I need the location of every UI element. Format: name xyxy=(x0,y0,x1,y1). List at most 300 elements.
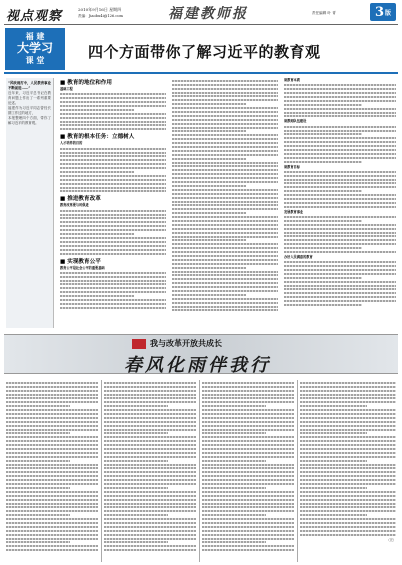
text-line xyxy=(104,382,196,384)
text-line xyxy=(172,169,278,171)
text-line xyxy=(202,440,294,442)
text-line xyxy=(60,283,166,285)
text-line xyxy=(172,201,278,203)
text-line xyxy=(202,534,294,536)
text-line xyxy=(104,429,196,431)
text-line xyxy=(104,491,196,493)
text-line xyxy=(300,386,396,388)
text-line xyxy=(172,80,278,82)
text-line xyxy=(300,409,396,411)
text-line xyxy=(202,495,294,497)
text-line xyxy=(284,179,396,181)
text-line xyxy=(284,175,396,177)
text-line xyxy=(104,413,196,415)
text-line xyxy=(60,229,166,231)
article-column-3 xyxy=(284,78,396,328)
text-line xyxy=(60,225,166,227)
text-line xyxy=(284,104,362,106)
text-line xyxy=(6,471,98,473)
text-line xyxy=(6,448,98,450)
text-line xyxy=(60,299,166,301)
text-line xyxy=(6,518,98,520)
text-line xyxy=(104,436,196,438)
text-line xyxy=(6,401,98,403)
text-line xyxy=(104,425,196,427)
text-line xyxy=(202,503,294,505)
intro-line-2: 近年来，习近平总书记在教育问题上作出了一系列重要论述。 xyxy=(8,91,51,105)
text-line xyxy=(300,460,367,462)
text-line xyxy=(300,483,396,485)
text-line xyxy=(300,440,396,442)
text-line xyxy=(172,232,278,234)
text-line xyxy=(284,112,396,114)
page-editor: 责任编辑 叶 青 xyxy=(312,11,336,15)
text-line xyxy=(104,417,196,419)
right-head-2: 谈教师队伍建设 xyxy=(284,119,307,124)
column-badge xyxy=(5,28,65,70)
banner-title: 春风化雨伴我行 xyxy=(124,355,271,376)
text-line xyxy=(172,142,278,144)
issue-date: 2010年9月16日 星期四 xyxy=(78,7,122,12)
text-line xyxy=(6,460,70,462)
text-line xyxy=(172,220,278,222)
text-line xyxy=(300,397,396,399)
text-line xyxy=(202,460,266,462)
text-line xyxy=(6,510,98,512)
text-line xyxy=(172,309,278,311)
text-line xyxy=(284,182,396,184)
text-line xyxy=(202,429,294,431)
text-line xyxy=(202,545,294,547)
text-line xyxy=(172,193,278,195)
text-line xyxy=(202,526,294,528)
text-line xyxy=(202,538,294,540)
text-line xyxy=(60,117,166,119)
text-line xyxy=(104,394,196,396)
text-line xyxy=(6,483,98,485)
text-line xyxy=(6,382,98,384)
text-line xyxy=(202,471,294,473)
text-line xyxy=(300,425,396,427)
text-line xyxy=(300,390,396,392)
intro-sidebar xyxy=(6,78,54,328)
text-line xyxy=(60,280,166,282)
text-line xyxy=(104,545,196,547)
text-line xyxy=(104,405,168,407)
section-heading-2: ■ 教育的根本任务：立德树人 xyxy=(60,134,135,141)
text-line xyxy=(104,444,196,446)
text-line xyxy=(202,491,294,493)
feature-banner xyxy=(4,334,398,374)
text-line xyxy=(284,243,396,245)
text-line xyxy=(202,475,294,477)
intro-line-1: “风吹雨打中，人民教育事业不断前进……” xyxy=(8,81,51,90)
text-line xyxy=(172,177,278,179)
text-line xyxy=(202,413,294,415)
text-line xyxy=(6,534,98,536)
text-line xyxy=(300,394,396,396)
text-line xyxy=(300,405,367,407)
text-line xyxy=(202,464,294,466)
text-line xyxy=(284,247,362,249)
text-line xyxy=(104,432,168,434)
text-line xyxy=(104,475,196,477)
text-line xyxy=(300,491,396,493)
text-line xyxy=(6,386,98,388)
text-line xyxy=(172,138,278,140)
text-line xyxy=(172,103,246,105)
text-line xyxy=(60,113,166,115)
text-line xyxy=(284,251,396,253)
text-line xyxy=(6,530,98,532)
article-column-2 xyxy=(172,78,278,328)
text-line xyxy=(284,149,396,151)
banner-subtitle: 我与改革开放共成长 xyxy=(150,339,222,348)
text-line xyxy=(202,467,294,469)
text-line xyxy=(172,282,278,284)
text-line xyxy=(104,397,196,399)
text-line xyxy=(202,514,266,516)
text-line xyxy=(60,128,166,130)
text-line xyxy=(172,236,278,238)
text-line xyxy=(60,276,166,278)
text-line xyxy=(284,194,396,196)
section-sub-4: 教育公平是社会公平的重要基础 xyxy=(60,265,105,270)
text-line xyxy=(60,105,166,107)
text-line xyxy=(202,405,266,407)
text-line xyxy=(172,134,278,136)
text-line xyxy=(284,141,396,143)
text-line xyxy=(60,221,166,223)
text-line xyxy=(284,126,396,128)
text-line xyxy=(284,137,396,139)
text-line xyxy=(284,300,396,302)
text-line xyxy=(172,146,278,148)
text-line xyxy=(104,448,196,450)
lower-column-2 xyxy=(104,380,196,562)
text-line xyxy=(202,417,294,419)
text-line xyxy=(6,432,70,434)
text-line xyxy=(6,491,98,493)
text-line xyxy=(300,475,396,477)
text-line xyxy=(6,549,98,551)
text-line xyxy=(60,237,166,239)
text-line xyxy=(6,499,98,501)
text-line xyxy=(104,541,168,543)
text-line xyxy=(104,456,196,458)
text-line xyxy=(284,216,396,218)
text-line xyxy=(60,101,166,103)
text-line xyxy=(284,269,396,271)
text-line xyxy=(300,417,396,419)
text-line xyxy=(104,421,196,423)
section-sub-3: 教育改革要与时俱进 xyxy=(60,203,89,208)
text-line xyxy=(60,287,166,289)
text-line xyxy=(284,228,396,230)
text-line xyxy=(172,247,278,249)
text-line xyxy=(104,522,196,524)
text-line xyxy=(104,530,196,532)
lower-column-3 xyxy=(202,380,294,562)
text-line xyxy=(60,152,166,154)
text-line xyxy=(60,307,166,309)
text-line xyxy=(60,124,166,126)
text-line xyxy=(104,538,196,540)
text-line xyxy=(284,285,396,287)
text-line xyxy=(172,271,278,273)
text-line xyxy=(300,448,396,450)
text-line xyxy=(202,518,294,520)
text-line xyxy=(202,506,294,508)
text-line xyxy=(60,175,166,177)
text-line xyxy=(6,405,70,407)
text-line xyxy=(172,204,278,206)
text-line xyxy=(300,479,396,481)
text-line xyxy=(300,464,396,466)
text-line xyxy=(172,84,278,86)
text-line xyxy=(60,190,166,192)
text-line xyxy=(172,263,278,265)
text-line xyxy=(284,220,362,222)
text-line xyxy=(284,145,396,147)
text-line xyxy=(202,549,294,551)
text-line xyxy=(104,401,196,403)
text-line xyxy=(202,386,294,388)
right-head-4: 发展教育事业 xyxy=(284,209,304,214)
text-line xyxy=(104,506,196,508)
page-label: 版 xyxy=(385,9,392,17)
text-line xyxy=(6,452,98,454)
text-line xyxy=(284,296,396,298)
text-line xyxy=(6,425,98,427)
section-heading-3: ■ 推进教育改革 xyxy=(60,196,101,203)
badge-line-3: 课 堂 xyxy=(25,55,45,65)
text-line xyxy=(202,452,294,454)
right-head-5: 办好人民满意的教育 xyxy=(284,254,313,259)
text-line xyxy=(172,115,278,117)
text-line xyxy=(104,390,196,392)
text-line xyxy=(300,503,396,505)
text-line xyxy=(104,440,196,442)
text-line xyxy=(172,197,278,199)
text-line xyxy=(6,526,98,528)
text-line xyxy=(202,456,294,458)
text-line xyxy=(202,432,266,434)
text-line xyxy=(104,534,196,536)
text-line xyxy=(172,255,278,257)
text-line xyxy=(172,99,278,101)
text-line xyxy=(60,159,166,161)
text-line xyxy=(104,386,196,388)
text-line xyxy=(104,409,196,411)
text-line xyxy=(60,183,166,185)
intro-line-4: 本报整理四个方面，带你了解习近平的教育观。 xyxy=(8,116,51,125)
text-line xyxy=(202,530,294,532)
text-line xyxy=(300,444,396,446)
text-line xyxy=(60,171,134,173)
text-line xyxy=(202,397,294,399)
text-line xyxy=(104,503,196,505)
text-line xyxy=(284,198,396,200)
text-line xyxy=(300,518,396,520)
text-line xyxy=(284,108,396,110)
text-line xyxy=(172,127,278,129)
text-line xyxy=(300,436,396,438)
text-line xyxy=(284,304,362,306)
text-line xyxy=(172,290,278,292)
text-line xyxy=(284,292,396,294)
text-line xyxy=(60,253,166,255)
text-line xyxy=(202,409,294,411)
text-line xyxy=(300,506,396,508)
text-line xyxy=(284,130,396,132)
badge-line-2: 大学习 xyxy=(16,41,53,55)
text-line xyxy=(60,291,166,293)
text-line xyxy=(6,541,70,543)
text-line xyxy=(300,514,367,516)
text-line xyxy=(60,210,166,212)
text-line xyxy=(6,467,98,469)
text-line xyxy=(104,549,196,551)
text-line xyxy=(300,452,396,454)
text-line xyxy=(284,235,396,237)
text-line xyxy=(300,510,396,512)
text-line xyxy=(104,452,196,454)
text-line xyxy=(300,487,367,489)
banner-tag xyxy=(132,339,146,349)
text-line xyxy=(202,483,294,485)
text-line xyxy=(104,510,196,512)
text-line xyxy=(104,487,168,489)
text-line xyxy=(284,265,396,267)
lower-column-4 xyxy=(300,380,396,562)
text-line xyxy=(284,277,362,279)
headline: 四个方面带你了解习近平的教育观 xyxy=(88,43,321,61)
text-line xyxy=(202,401,294,403)
text-line xyxy=(284,84,396,86)
text-line xyxy=(172,185,246,187)
column-divider xyxy=(297,380,298,562)
text-line xyxy=(284,232,396,234)
text-line xyxy=(300,382,396,384)
text-line xyxy=(6,514,70,516)
text-line xyxy=(172,298,278,300)
text-line xyxy=(172,208,278,210)
text-line xyxy=(172,189,278,191)
text-line xyxy=(60,148,166,150)
text-line xyxy=(284,157,396,159)
text-line xyxy=(6,479,98,481)
text-line xyxy=(172,294,246,296)
text-line xyxy=(60,217,166,219)
text-line xyxy=(60,303,166,305)
text-line xyxy=(172,123,278,125)
text-line xyxy=(172,243,278,245)
text-line xyxy=(6,390,98,392)
text-line xyxy=(300,495,396,497)
text-line xyxy=(284,190,362,192)
text-line xyxy=(300,432,367,434)
section-heading-1: ■ 教育的地位和作用 xyxy=(60,80,112,86)
text-line xyxy=(60,121,166,123)
text-line xyxy=(172,286,278,288)
right-head-1: 谈教育本质 xyxy=(284,78,300,82)
text-line xyxy=(202,541,266,543)
text-line xyxy=(6,538,98,540)
section-heading-4: ■ 实现教育公平 xyxy=(60,258,101,265)
text-line xyxy=(172,107,278,109)
text-line xyxy=(6,456,98,458)
text-line xyxy=(172,173,278,175)
text-line xyxy=(6,444,98,446)
text-line xyxy=(60,245,166,247)
badge-line-1: 福 建 xyxy=(25,31,45,41)
text-line xyxy=(172,165,278,167)
text-line xyxy=(104,526,196,528)
text-line xyxy=(6,503,98,505)
text-line xyxy=(172,162,278,164)
text-line xyxy=(172,278,278,280)
text-line xyxy=(202,382,294,384)
text-line xyxy=(300,471,396,473)
text-line xyxy=(300,421,396,423)
text-line xyxy=(300,413,396,415)
text-line xyxy=(60,179,166,181)
text-line xyxy=(284,202,396,204)
text-line xyxy=(172,239,246,241)
text-line xyxy=(172,119,278,121)
text-line xyxy=(284,273,396,275)
text-line xyxy=(202,522,294,524)
text-line xyxy=(284,153,396,155)
text-line xyxy=(60,97,166,99)
text-line xyxy=(172,224,278,226)
text-line xyxy=(202,487,266,489)
text-line xyxy=(60,163,166,165)
text-line xyxy=(300,467,396,469)
text-line xyxy=(172,181,278,183)
text-line xyxy=(6,394,98,396)
text-line xyxy=(202,479,294,481)
paper-name: 福建教师报 xyxy=(168,6,248,22)
text-line xyxy=(104,471,196,473)
text-line xyxy=(172,130,246,132)
right-head-3: 谈教育目标 xyxy=(284,164,300,169)
text-line xyxy=(6,495,98,497)
text-line xyxy=(172,267,246,269)
text-line xyxy=(104,464,196,466)
text-line xyxy=(284,186,396,188)
section-sub-1: 基础工程 xyxy=(60,87,73,91)
text-line xyxy=(284,161,362,163)
text-line xyxy=(172,212,246,214)
text-line xyxy=(172,158,246,160)
text-line xyxy=(300,534,396,536)
text-line xyxy=(172,216,278,218)
text-line xyxy=(284,100,396,102)
text-line xyxy=(60,155,166,157)
text-line xyxy=(172,302,278,304)
text-line xyxy=(300,429,396,431)
text-line xyxy=(60,93,166,95)
text-line xyxy=(300,522,396,524)
text-line xyxy=(6,436,98,438)
text-line xyxy=(172,92,278,94)
text-line xyxy=(284,224,396,226)
section-sub-2: 人才培养的目的 xyxy=(60,141,83,146)
text-line xyxy=(202,394,294,396)
text-line xyxy=(60,233,134,235)
